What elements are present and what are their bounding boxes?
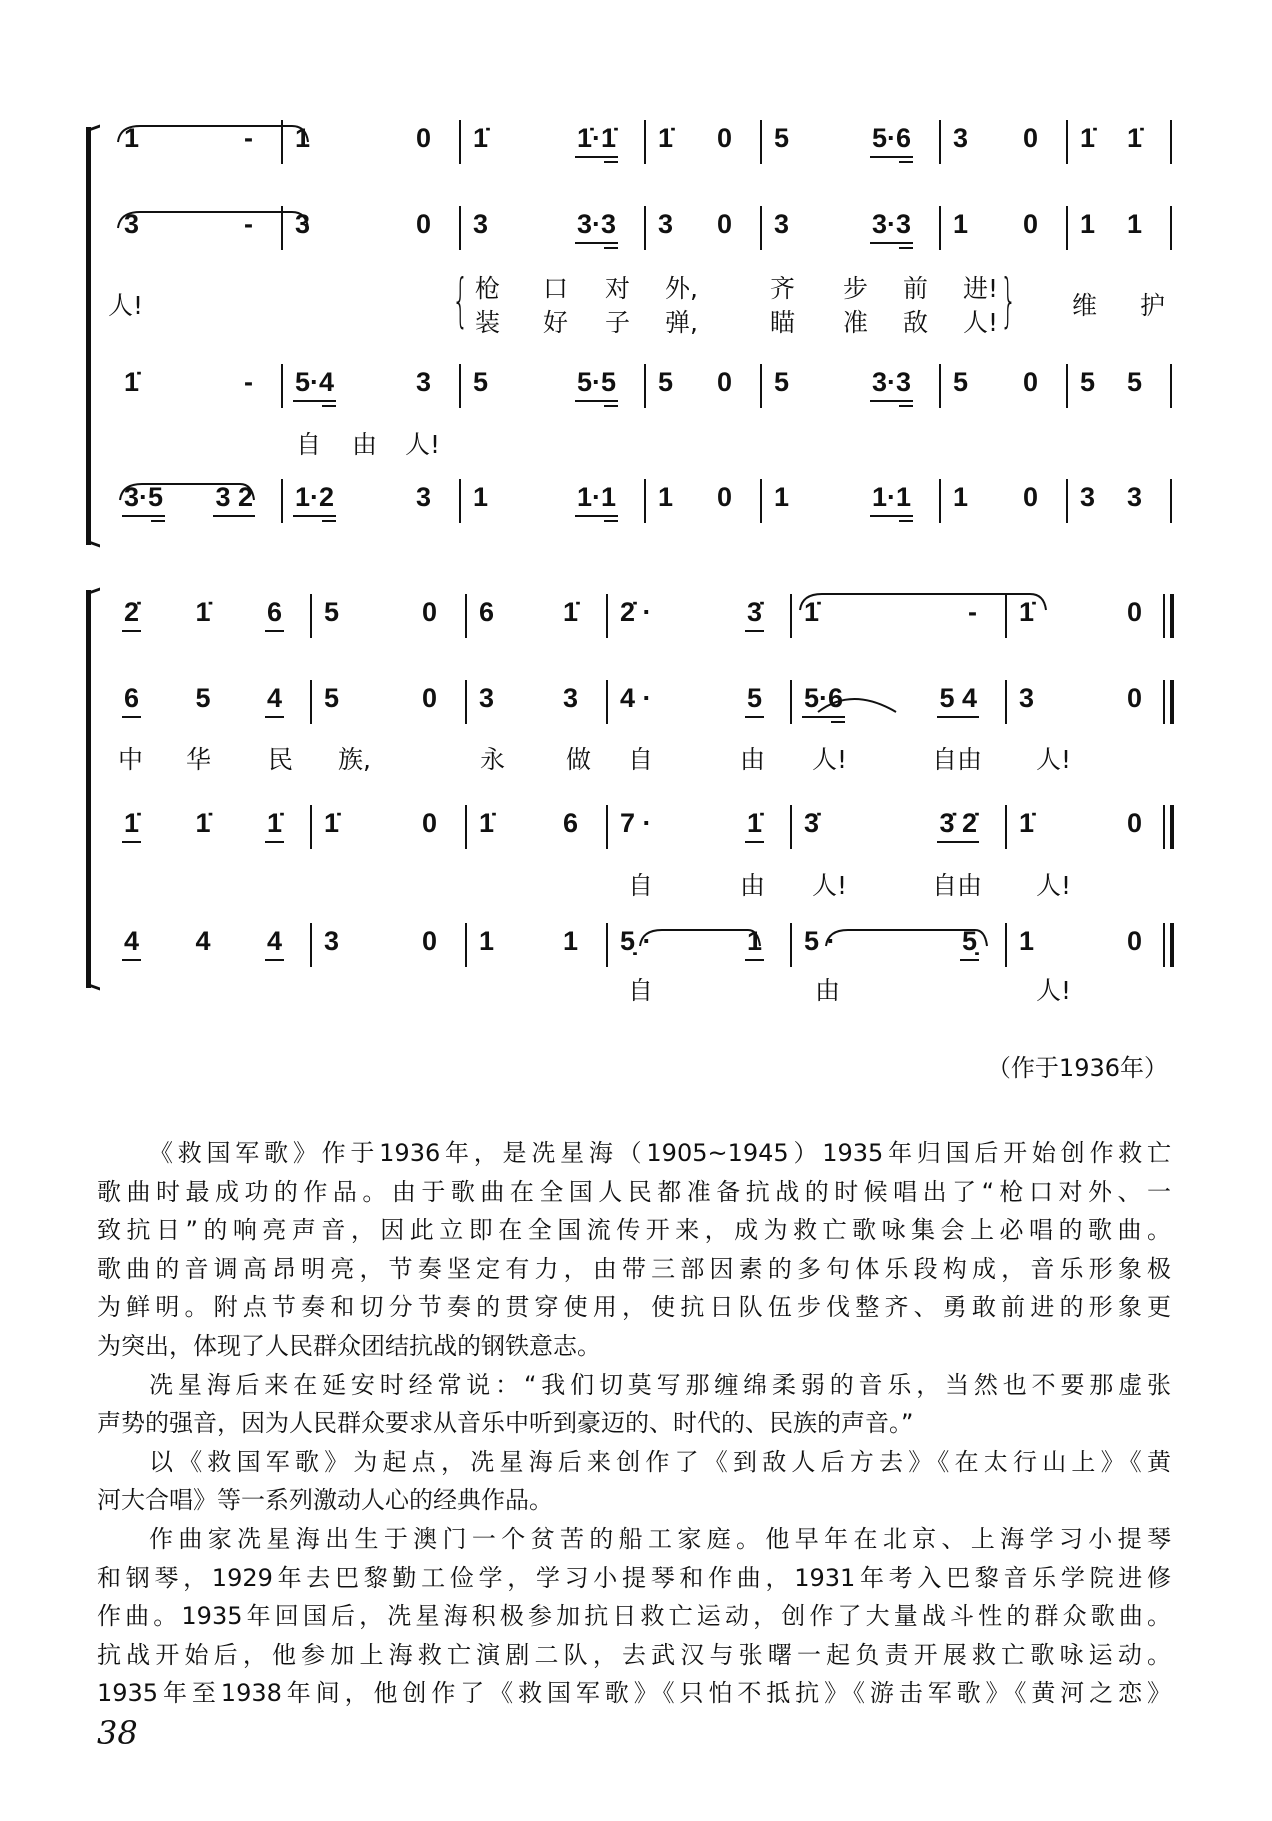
- lyric-word: 人!: [405, 430, 441, 459]
- note: 3̇: [745, 597, 764, 632]
- hold-dash: -: [244, 123, 253, 153]
- measure: [1066, 123, 1170, 163]
- article-line: 抗战开始后，他参加上海救亡演剧二队，去武汉与张曙一起负责开展救亡歌咏运动。: [97, 1640, 1171, 1669]
- note: 3: [562, 683, 578, 713]
- barline: [459, 364, 461, 408]
- measure: [310, 808, 465, 848]
- lyric-word: 前: [903, 274, 929, 303]
- note: 1·2: [293, 482, 336, 517]
- note: 5̣ ·: [620, 926, 652, 956]
- article-line: 作曲。1935年回国后，冼星海积极参加抗日救亡运动，创作了大量战斗性的群众歌曲。: [97, 1602, 1171, 1631]
- barline: [606, 805, 608, 849]
- note: 1̇: [745, 808, 764, 843]
- barline: [790, 805, 792, 849]
- article-line: 1935年至1938年间，他创作了《救国军歌》《只怕不抵抗》《游击军歌》《黄河之恋》: [97, 1679, 1171, 1708]
- measure: [1005, 808, 1170, 848]
- barline: [760, 364, 762, 408]
- note: 3·3: [575, 209, 618, 244]
- measure: [281, 209, 459, 249]
- end-barline: [1170, 120, 1172, 164]
- lyric-word: 自: [628, 871, 654, 900]
- lyric-word: 自由: [932, 745, 983, 774]
- lyric-word: 由: [815, 976, 841, 1005]
- lyric-word: 人!: [1036, 976, 1072, 1005]
- measure: [1066, 209, 1170, 249]
- measure: [790, 597, 1005, 637]
- lyric-word: 对: [605, 274, 631, 303]
- barline: [459, 479, 461, 523]
- note: 5·4: [293, 367, 336, 402]
- note: 1·1: [870, 482, 913, 517]
- barline: [939, 120, 941, 164]
- lyric-word: 瞄: [770, 308, 796, 337]
- barline: [1005, 805, 1007, 849]
- note: 3: [479, 683, 495, 713]
- measure: [459, 367, 644, 407]
- note: 1̇: [1019, 597, 1035, 627]
- note: 5: [658, 367, 674, 397]
- rest: 0: [1126, 926, 1142, 956]
- note: 6: [562, 808, 578, 838]
- barline: [644, 364, 646, 408]
- lyric-word: 族,: [338, 745, 371, 774]
- measure: [939, 123, 1066, 163]
- note: 5·6: [802, 683, 845, 718]
- measure: [790, 683, 1005, 723]
- barline: [606, 594, 608, 638]
- measure: [281, 482, 459, 522]
- note: 4: [122, 926, 141, 961]
- rest: 0: [1022, 209, 1038, 239]
- barline: [465, 923, 467, 967]
- barline: [939, 364, 941, 408]
- note: 1̇: [1080, 123, 1096, 153]
- note: 5: [745, 683, 764, 718]
- article-line: 冼星海后来在延安时经常说：“我们切莫写那缠绵柔弱的音乐，当然也不要那虚张: [149, 1370, 1171, 1399]
- article-line: 声势的强音，因为人民群众要求从音乐中听到豪迈的、时代的、民族的声音。”: [97, 1409, 914, 1438]
- lyric-word: 人!: [812, 871, 848, 900]
- rest: 0: [1022, 123, 1038, 153]
- note: 3: [774, 209, 790, 239]
- note: 3·5: [122, 482, 165, 517]
- measure: [606, 683, 790, 723]
- measure: [110, 683, 310, 723]
- barline: [790, 594, 792, 638]
- article-line: 河大合唱》等一系列激动人心的经典作品。: [97, 1486, 553, 1515]
- note: 1·1: [575, 482, 618, 517]
- system-bracket: [86, 590, 91, 988]
- barline: [281, 120, 283, 164]
- barline: [606, 680, 608, 724]
- barline: [939, 479, 941, 523]
- rest: 0: [1022, 482, 1038, 512]
- measure: [760, 367, 939, 407]
- hold-dash: -: [244, 209, 253, 239]
- note: 1̇: [1126, 123, 1142, 153]
- note: 1: [1019, 926, 1035, 956]
- note: 3·3: [870, 367, 913, 402]
- note: 4 ·: [620, 683, 652, 713]
- note: 1̇·1̇: [575, 123, 618, 158]
- note: 1: [745, 926, 764, 961]
- rest: 0: [415, 209, 431, 239]
- barline: [310, 680, 312, 724]
- measure: [790, 808, 1005, 848]
- note: 5̣: [960, 926, 979, 961]
- rest: 0: [421, 808, 437, 838]
- end-barline: [1163, 680, 1165, 724]
- note: 3: [415, 482, 431, 512]
- measure: [459, 209, 644, 249]
- note: 1̇: [195, 597, 211, 627]
- measure: [281, 367, 459, 407]
- note: 1̇: [122, 808, 141, 843]
- lyric-word: 外,: [665, 274, 698, 303]
- note: 3̇: [804, 808, 820, 838]
- lyric-word: 自由: [932, 871, 983, 900]
- note: 3: [324, 926, 340, 956]
- rest: 0: [1126, 808, 1142, 838]
- lyric-word: 齐: [770, 274, 796, 303]
- lyric-word: 敌: [903, 308, 929, 337]
- lyric-word: 永: [480, 745, 506, 774]
- lyric-word: 自: [296, 430, 322, 459]
- measure: [1066, 367, 1170, 407]
- note: 1: [953, 209, 969, 239]
- note: 6: [265, 597, 284, 632]
- article-text: [97, 1134, 1171, 1713]
- rest: 0: [716, 482, 732, 512]
- barline: [1066, 120, 1068, 164]
- note: 1̇: [124, 367, 140, 397]
- lyric-word: 做: [566, 745, 592, 774]
- measure: [110, 209, 281, 249]
- measure: [939, 367, 1066, 407]
- barline: [644, 120, 646, 164]
- lyric-word: 口: [543, 274, 569, 303]
- barline: [790, 680, 792, 724]
- note: 3·3: [870, 209, 913, 244]
- measure: [110, 926, 310, 966]
- note: 2̇: [122, 597, 141, 632]
- barline: [644, 206, 646, 250]
- measure: [760, 123, 939, 163]
- note: 1̇: [804, 597, 820, 627]
- end-barline: [1170, 479, 1172, 523]
- lyric-word: 人!: [1036, 871, 1072, 900]
- hold-dash: -: [968, 597, 977, 627]
- rest: 0: [421, 597, 437, 627]
- note: 1̇: [479, 808, 495, 838]
- measure: [644, 482, 760, 522]
- rest: 0: [716, 123, 732, 153]
- barline: [310, 594, 312, 638]
- barline: [465, 594, 467, 638]
- measure: [459, 482, 644, 522]
- barline: [281, 206, 283, 250]
- barline: [465, 805, 467, 849]
- barline: [310, 805, 312, 849]
- article-line: 歌曲的音调高昂明亮，节奏坚定有力，由带三部因素的多句体乐段构成，音乐形象极: [97, 1254, 1171, 1283]
- article-line: 作曲家冼星海出生于澳门一个贫苦的船工家庭。他早年在北京、上海学习小提琴: [149, 1524, 1171, 1553]
- measure: [310, 926, 465, 966]
- end-barline: [1170, 805, 1174, 849]
- note: 3 2: [213, 482, 255, 517]
- note: 1̇: [195, 808, 211, 838]
- note: 1: [658, 482, 674, 512]
- measure: [465, 808, 606, 848]
- note: 3: [124, 209, 140, 239]
- measure: [110, 597, 310, 637]
- measure: [310, 597, 465, 637]
- rest: 0: [421, 926, 437, 956]
- end-barline: [1170, 680, 1174, 724]
- note: 1: [953, 482, 969, 512]
- note: 6: [122, 683, 141, 718]
- barline: [1066, 206, 1068, 250]
- note: 3: [1126, 482, 1142, 512]
- hold-dash: -: [244, 367, 253, 397]
- lyric-word: 人!: [1036, 745, 1072, 774]
- note: 3: [295, 209, 311, 239]
- lyric-word: 步: [843, 274, 869, 303]
- note: 6: [479, 597, 495, 627]
- note: 1̇: [324, 808, 340, 838]
- measure: [459, 123, 644, 163]
- measure: [760, 209, 939, 249]
- article-line: 和钢琴，1929年去巴黎勤工俭学，学习小提琴和作曲，1931年考入巴黎音乐学院进修: [97, 1563, 1171, 1592]
- note: 5: [324, 597, 340, 627]
- article-line: 《救国军歌》作于1936年，是冼星海（1905~1945）1935年归国后开始创作救亡: [149, 1139, 1171, 1167]
- composition-date: （作于1936年）: [986, 1054, 1168, 1082]
- article-line: 为突出，体现了人民群众团结抗战的钢铁意志。: [97, 1331, 601, 1360]
- lyric-brace-right: }: [1000, 266, 1017, 334]
- note: 1̇: [1019, 808, 1035, 838]
- note: 5 4: [937, 683, 979, 718]
- lyric-word: 子: [605, 308, 631, 337]
- note: 3: [658, 209, 674, 239]
- lyric-word: 装: [475, 308, 501, 337]
- note: 5: [1080, 367, 1096, 397]
- note: 2̇ ·: [620, 597, 652, 627]
- note: 1: [479, 926, 495, 956]
- measure: [465, 926, 606, 966]
- barline: [644, 479, 646, 523]
- end-barline: [1170, 594, 1174, 638]
- barline: [1066, 479, 1068, 523]
- lyric-word: 人!: [812, 745, 848, 774]
- lyric-word: 好: [543, 308, 569, 337]
- article-line: 以《救国军歌》为起点，冼星海后来创作了《到敌人后方去》《在太行山上》《黄: [149, 1447, 1171, 1476]
- rest: 0: [716, 209, 732, 239]
- lyric-word: 进!: [963, 274, 999, 303]
- note: 1: [124, 123, 140, 153]
- lyric-word: 自: [628, 976, 654, 1005]
- measure: [939, 482, 1066, 522]
- note: 1: [1080, 209, 1096, 239]
- rest: 0: [415, 123, 431, 153]
- article-line: 致抗日”的响亮声音，因此立即在全国流传开来，成为救亡歌咏集会上必唱的歌曲。: [97, 1216, 1171, 1245]
- lyric-word: 维: [1072, 291, 1098, 320]
- note: 5: [324, 683, 340, 713]
- measure: [1005, 683, 1170, 723]
- end-barline: [1170, 364, 1172, 408]
- note: 1̇: [473, 123, 489, 153]
- note: 3̇ 2̇: [937, 808, 979, 843]
- article-line: 为鲜明。附点节奏和切分节奏的贯穿使用，使抗日队伍步伐整齐、勇敢前进的形象更: [97, 1293, 1171, 1322]
- measure: [644, 209, 760, 249]
- note: 4: [265, 926, 284, 961]
- note: 5·5: [575, 367, 618, 402]
- lyric-word: 弹,: [665, 308, 698, 337]
- note: 1: [1126, 209, 1142, 239]
- measure: [1005, 597, 1170, 637]
- barline: [459, 120, 461, 164]
- rest: 0: [716, 367, 732, 397]
- note: 5: [774, 123, 790, 153]
- note: 1: [562, 926, 578, 956]
- end-barline: [1170, 923, 1174, 967]
- note: 5: [953, 367, 969, 397]
- barline: [1005, 594, 1007, 638]
- measure: [1066, 482, 1170, 522]
- measure: [606, 926, 790, 966]
- measure: [310, 683, 465, 723]
- rest: 0: [421, 683, 437, 713]
- note: 1: [774, 482, 790, 512]
- barline: [1005, 680, 1007, 724]
- note: 5: [473, 367, 489, 397]
- lyric-word: 人!: [963, 308, 999, 337]
- note: 1: [473, 482, 489, 512]
- page-number: 38: [97, 1714, 138, 1752]
- measure: [1005, 926, 1170, 966]
- lyric-word: 华: [186, 745, 212, 774]
- rest: 0: [1126, 597, 1142, 627]
- measure: [465, 683, 606, 723]
- note: 1̇: [658, 123, 674, 153]
- measure: [644, 367, 760, 407]
- barline: [939, 206, 941, 250]
- barline: [606, 923, 608, 967]
- barline: [760, 479, 762, 523]
- note: 3: [1080, 482, 1096, 512]
- barline: [465, 680, 467, 724]
- note: 4: [195, 926, 211, 956]
- note: 7 ·: [620, 808, 652, 838]
- note: 4: [265, 683, 284, 718]
- end-barline: [1163, 594, 1165, 638]
- article-line: 歌曲时最成功的作品。由于歌曲在全国人民都准备抗战的时候唱出了“枪口对外、一: [97, 1177, 1171, 1206]
- rest: 0: [1022, 367, 1038, 397]
- lyric-word: 民: [268, 745, 294, 774]
- measure: [110, 482, 281, 522]
- note: 3: [953, 123, 969, 153]
- lyric-word: 中: [118, 745, 144, 774]
- measure: [465, 597, 606, 637]
- measure: [760, 482, 939, 522]
- measure: [644, 123, 760, 163]
- note: 3: [473, 209, 489, 239]
- measure: [281, 123, 459, 163]
- barline: [1005, 923, 1007, 967]
- measure: [110, 123, 281, 163]
- barline: [760, 120, 762, 164]
- note: 1̇: [265, 808, 284, 843]
- note: 5: [195, 683, 211, 713]
- lyric-word: 由: [352, 430, 378, 459]
- rest: 0: [1126, 683, 1142, 713]
- measure: [939, 209, 1066, 249]
- system-bracket: [86, 127, 91, 545]
- measure: [790, 926, 1005, 966]
- barline: [1066, 364, 1068, 408]
- barline: [310, 923, 312, 967]
- lyric: 人!: [108, 291, 144, 320]
- barline: [760, 206, 762, 250]
- barline: [459, 206, 461, 250]
- barline: [281, 479, 283, 523]
- note: 5: [1126, 367, 1142, 397]
- lyric-word: 枪: [475, 274, 501, 303]
- lyric-word: 护: [1140, 291, 1166, 320]
- note: 3: [415, 367, 431, 397]
- lyric-brace-left: {: [452, 266, 469, 334]
- lyric-word: 准: [843, 308, 869, 337]
- measure: [110, 367, 281, 407]
- note: 1: [295, 123, 311, 153]
- lyric-word: 自: [628, 745, 654, 774]
- end-barline: [1163, 923, 1165, 967]
- lyric-word: 由: [740, 745, 766, 774]
- note: 5: [774, 367, 790, 397]
- end-barline: [1163, 805, 1165, 849]
- measure: [606, 808, 790, 848]
- note: 3: [1019, 683, 1035, 713]
- barline: [790, 923, 792, 967]
- note: 5·6: [870, 123, 913, 158]
- measure: [110, 808, 310, 848]
- measure: [606, 597, 790, 637]
- end-barline: [1170, 206, 1172, 250]
- barline: [281, 364, 283, 408]
- lyric-word: 由: [740, 871, 766, 900]
- note: 5 ·: [804, 926, 836, 956]
- note: 1̇: [562, 597, 578, 627]
